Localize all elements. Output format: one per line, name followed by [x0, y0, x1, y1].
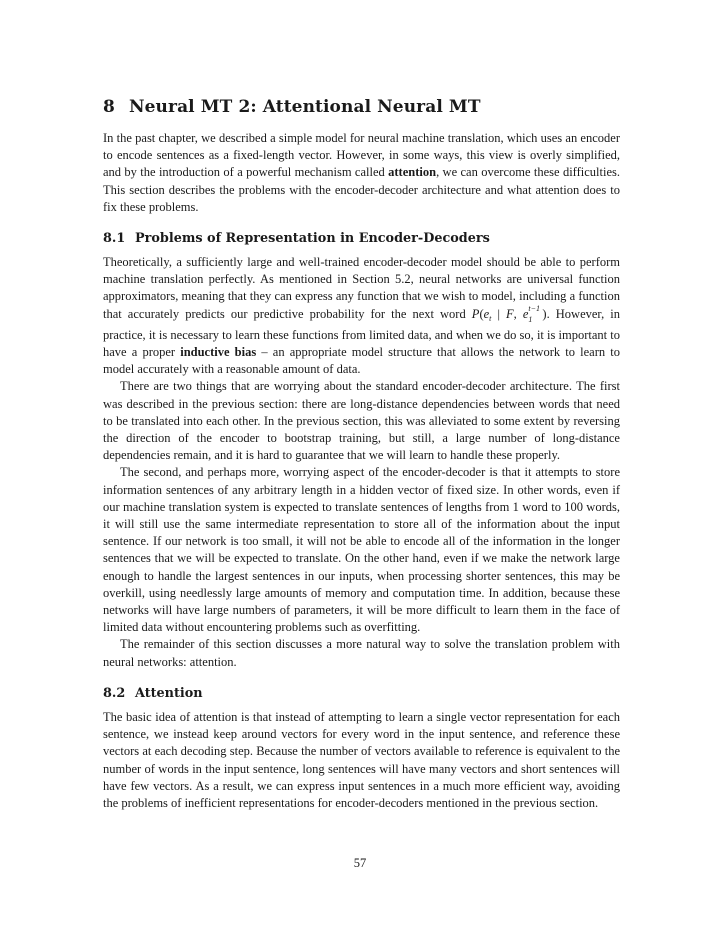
paragraph-text: – an appropriate model structure that allows the network to learn to model accurately with a reasonable amount of data. [103, 345, 620, 377]
section-intro-paragraph [103, 130, 620, 216]
math-symbol: ( [479, 306, 484, 321]
page-body [103, 96, 620, 812]
math-formula [471, 303, 547, 324]
math-symbol: | [491, 306, 507, 321]
paragraph-attention-1: The basic idea of attention is that instead of attempting to learn a single vector representation for each sentence, we instead keep around vectors for every word in the input sentence, and reference these vectors at each decoding step. Because the number of vectors available to reference is equivalent to the number of words in the input sentence, long sentences will have many vectors and short sentences will have few vectors. As a result, we can express input sentences in a much more efficient way, avoiding the problems of inefficient representations for encoder-decoders mentioned in the previous section. [103, 709, 620, 810]
subsection-heading-1 [103, 230, 620, 248]
paragraph-representation-1 [103, 254, 620, 378]
math-supsub [528, 303, 542, 324]
subsection-title-1: Problems of Representation in Encoder-Decoders [135, 231, 490, 247]
math-symbol: F [506, 306, 514, 321]
subsection-heading-2 [103, 685, 620, 703]
paragraph-text: . However, in practice, it is necessary to learn these functions from limited data, and when we do so, it is important to have a proper [103, 306, 620, 360]
math-symbol: P [471, 306, 480, 321]
paragraph-text: Theoretically, a sufficiently large and well-trained encoder-decoder model should be able to perform machine translation perfectly. As mentioned in Section 5.2, neural networks are universal function approximators, meaning that they can express any function that we wish to model, including a function that accurately predicts our predictive probability for the next word [103, 255, 620, 321]
math-subscript: 1 [528, 314, 533, 324]
paragraph-representation-4: The remainder of this section discusses a more natural way to solve the translation problem with neural networks: attention. [103, 637, 620, 669]
math-symbol: e [483, 306, 490, 321]
subsection-number-2: 8.2 [103, 685, 126, 701]
section-title: Neural MT 2: Attentional Neural MT [129, 97, 481, 117]
math-symbol: ) [542, 306, 547, 321]
paragraph-representation-3: The second, and perhaps more, worrying aspect of the encoder-decoder is that it attempts to store information sentences of any arbitrary length in a hidden vector of fixed size. In other words, even if our machine translation system is expected to translate sentences of lengths from 1 word to 100 words, it will still use the same intermediate representation to store all of the information about the input sentence. If our network is too small, it will not be able to encode all of the information in the longer sentences that we will be expected to translate. On the other hand, even if we make the network large enough to handle the largest sentences in our inputs, when processing shorter sentences, this may be overkill, using needlessly large amounts of memory and computation time. In addition, because these networks will have large numbers of parameters, it will be more difficult to learn them in the face of limited data without encountering problems such as overfitting. [103, 465, 620, 635]
subsection-number-1: 8.1 [103, 231, 126, 247]
intro-text: In the past chapter, we described a simple model for neural machine translation, which uses an encoder to encode sentences as a fixed-length vector. However, in some ways, this view is overly simplified, and by the introduction of a powerful mechanism called [103, 131, 620, 180]
intro-text-end: , we can overcome these difficulties. This section describes the problems with the encoder-decoder architecture and what attention does to fix these problems. [103, 165, 620, 214]
page-number: 57 [353, 856, 367, 870]
inductive-bias-term: inductive bias [180, 345, 257, 360]
paragraph-representation-2: There are two things that are worrying about the standard encoder-decoder architecture. The first was described in the previous section: there are long-distance dependencies between words that need to be translated into each other. In the previous section, this was alleviated to some extent by reversing the direction of the encoder to bootstrap training, but still, a large number of long-distance dependencies remain, and it is hard to guarantee that we will learn to handle these properly. [103, 379, 620, 463]
math-symbol: e [522, 306, 529, 321]
section-number: 8 [103, 97, 115, 117]
subsection-title-2: Attention [135, 685, 203, 701]
math-symbol: , [513, 306, 523, 321]
intro-bold-term: attention [388, 165, 437, 180]
section-heading [103, 96, 620, 118]
math-subscript: t [489, 313, 492, 323]
math-superscript: t−1 [528, 303, 541, 313]
